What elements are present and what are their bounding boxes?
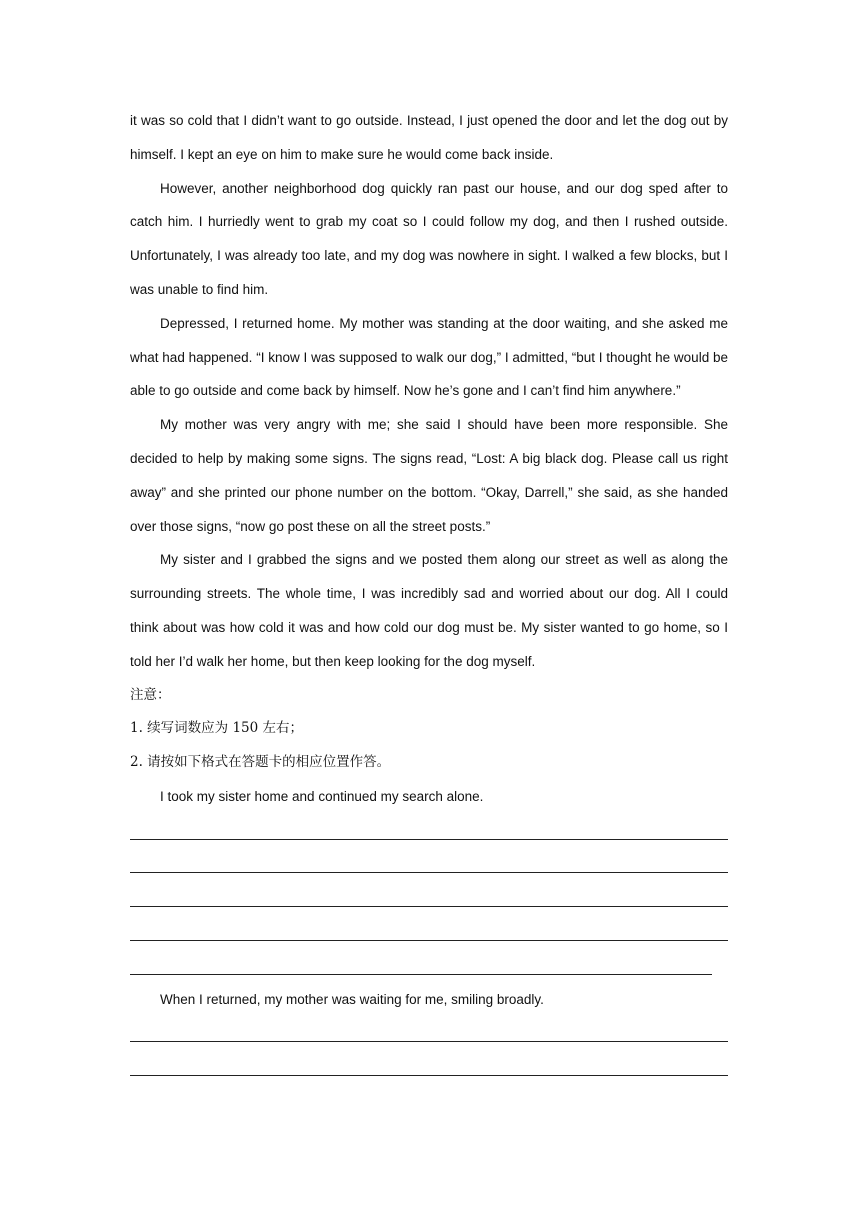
- answer-line[interactable]: [130, 814, 728, 848]
- story-paragraph-2: However, another neighborhood dog quickly ran past our house, and our dog sped after to catch him. I hurriedly went to grab my coat so I could follow my dog, and then I rushed outside. Unfortunately, I was already too late, and my dog was nowhere in sight. I walked a few blocks, but I was unable to find him.: [130, 180, 728, 297]
- story-paragraph-4: My mother was very angry with me; she said I should have been more responsible. She decided to help by making some signs. The signs read, “Lost: A big black dog. Please call us right away” and she printed our phone number on the bottom. “Okay, Darrell,” she said, as she handed over those signs, “now go post these on all the street posts.”: [130, 417, 728, 534]
- continuation-prompt-2: When I returned, my mother was waiting for me, smiling broadly.: [160, 991, 544, 1007]
- story-paragraph-1: it was so cold that I didn’t want to go outside. Instead, I just opened the door and let the dog out by himself. I kept an eye on him to make sure he would come back inside.: [130, 113, 728, 162]
- story-paragraph-3: Depressed, I returned home. My mother was standing at the door waiting, and she asked me what had happened. “I know I was supposed to walk our dog,” I admitted, “but I thought he would be able to go outside and come back by himself. Now he’s gone and I can’t find him anywhere.”: [130, 315, 728, 399]
- story-paragraph-5: My sister and I grabbed the signs and we posted them along our street as well as along the surrounding streets. The whole time, I was incredibly sad and worried about our dog. All I could think about was how cold it was and how cold our dog must be. My sister wanted to go home, so I told her I’d walk her home, but then keep looking for the dog myself.: [130, 552, 728, 669]
- document-page: [130, 104, 728, 1084]
- continuation-prompt-1: I took my sister home and continued my search alone.: [160, 788, 484, 804]
- notes-item-2: 2. 请按如下格式在答题卡的相应位置作答。: [130, 754, 391, 771]
- answer-line[interactable]: [130, 1017, 728, 1051]
- answer-line[interactable]: [130, 915, 728, 949]
- answer-line[interactable]: [130, 1050, 728, 1084]
- answer-line[interactable]: [130, 848, 728, 882]
- answer-area-2[interactable]: [130, 1017, 728, 1085]
- notes-item-1: 1. 续写词数应为 150 左右；: [130, 720, 304, 737]
- notes-heading: 注意：: [130, 686, 171, 703]
- notes-section: [130, 679, 728, 780]
- story-text: [130, 104, 728, 679]
- answer-area-1[interactable]: [130, 814, 728, 983]
- answer-line[interactable]: [130, 949, 728, 983]
- answer-line[interactable]: [130, 881, 728, 915]
